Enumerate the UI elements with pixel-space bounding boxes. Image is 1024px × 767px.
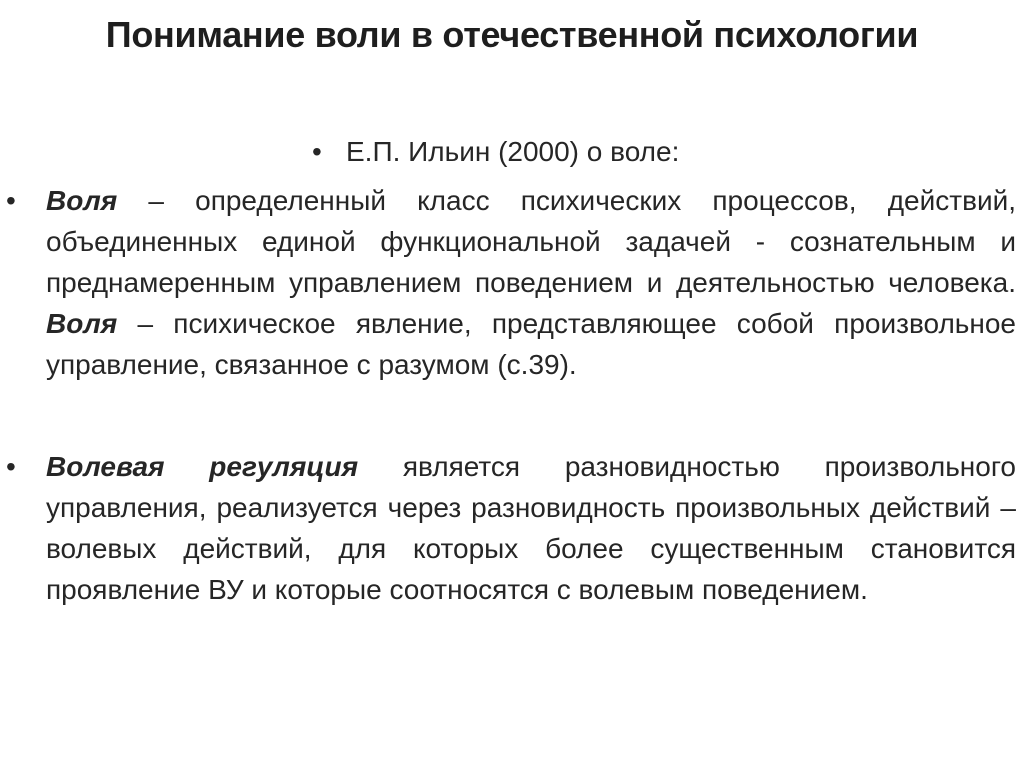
paragraph-1-bullet: • — [6, 185, 16, 216]
term-volya-1: Воля — [46, 185, 118, 216]
paragraph-2-text-1: является разновидностью произвольного управления, реализуется через разновидность произвольных действий – волевых действий, для которых более существенным становится проявление ВУ и которые соотносятся с волевым поведением. — [46, 451, 1017, 605]
term-volevaya-regulyatsiya: Волевая регуляция — [46, 451, 359, 482]
paragraph-2-bullet: • — [6, 451, 16, 482]
paragraph-1 — [46, 180, 1016, 385]
term-volya-2: Воля — [46, 308, 118, 339]
paragraph-1-text-2: – психическое явление, представляющее собой произвольное управление, связанное с разумом (с.39). — [46, 308, 1016, 380]
paragraph-1-text-1: – определенный класс психических процессов, действий, объединенных единой функциональной задачей - сознательным и преднамеренным управлением поведением и деятельностью человека. — [46, 185, 1016, 298]
subhead-bullet: • — [312, 136, 322, 167]
subhead — [312, 133, 679, 171]
paragraph-2 — [46, 446, 1016, 610]
subhead-text: Е.П. Ильин (2000) о воле: — [346, 136, 680, 167]
slide-title: Понимание воли в отечественной психологии — [105, 14, 919, 55]
